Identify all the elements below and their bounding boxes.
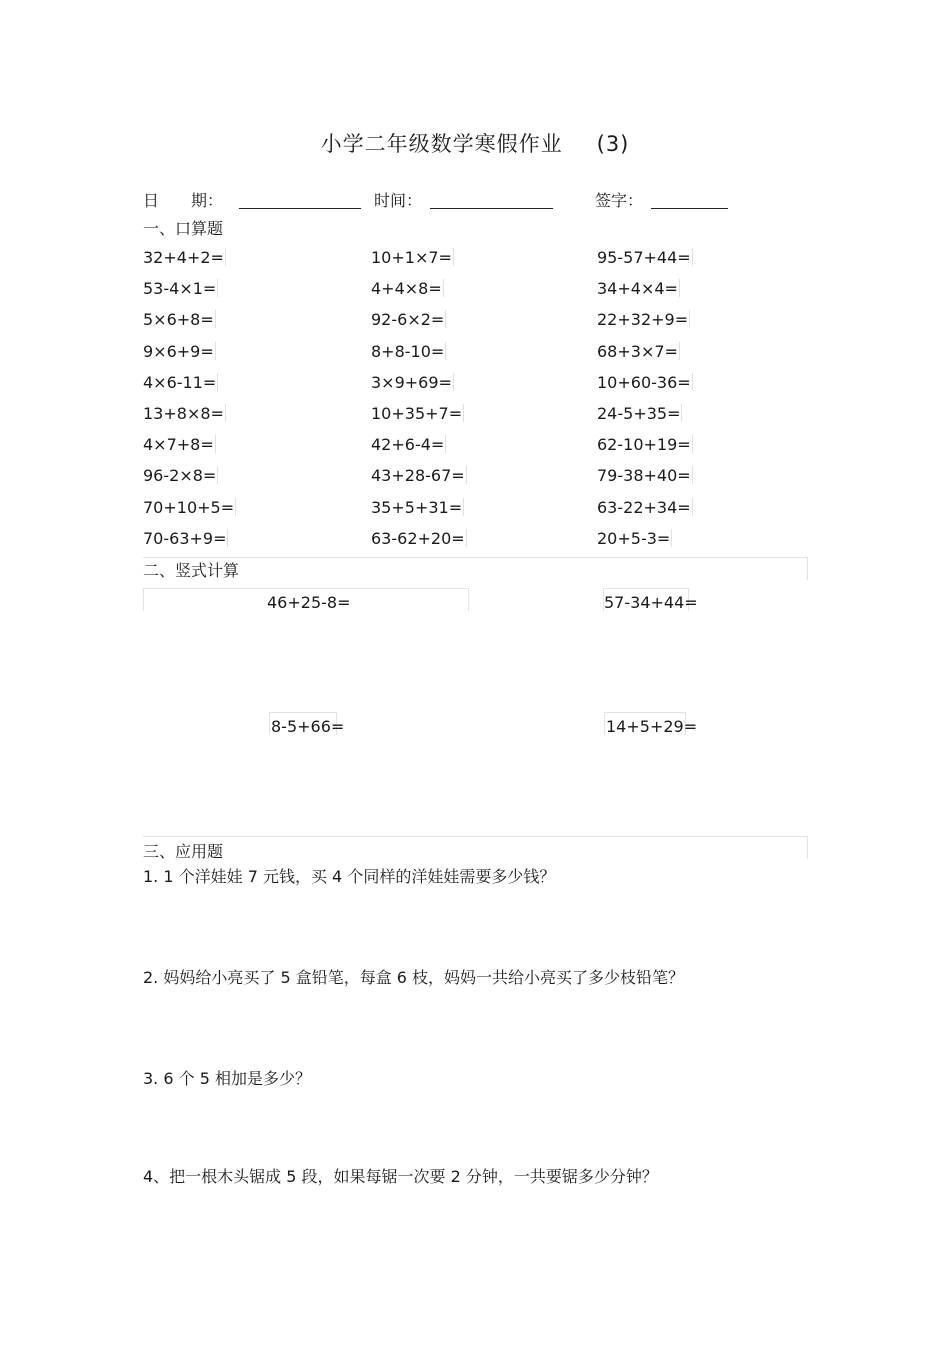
- arithmetic-row: [143, 529, 823, 560]
- arithmetic-item: 32+4+2=: [143, 248, 224, 267]
- word-problem: 1. 1 个洋娃娃 7 元钱，买 4 个同样的洋娃娃需要多少钱？: [143, 867, 556, 886]
- arithmetic-row: [143, 435, 823, 466]
- arithmetic-item: 4×6-11=: [143, 372, 217, 392]
- arithmetic-item: 70+10+5=: [143, 497, 235, 517]
- time-label: 时间：: [374, 191, 423, 210]
- arithmetic-item: 95-57+44=: [597, 248, 691, 267]
- arithmetic-row: [143, 498, 823, 529]
- info-line: [143, 188, 743, 212]
- word-problem: 4、把一根木头锯成 5 段，如果每锯一次要 2 分钟，一共要锯多少分钟？: [143, 1167, 658, 1186]
- arithmetic-item: 3×9+69=: [371, 372, 452, 392]
- section-heading-vertical: 二、竖式计算: [143, 561, 240, 580]
- arithmetic-item: 8+8-10=: [371, 341, 445, 361]
- arithmetic-item: 70-63+9=: [143, 528, 227, 548]
- word-problem: 2. 妈妈给小亮买了 5 盒铅笔，每盒 6 枝，妈妈一共给小亮买了多少枝铅笔？: [143, 968, 685, 987]
- page-title: [0, 128, 950, 158]
- arithmetic-item: 4+4×8=: [371, 279, 442, 299]
- arithmetic-item: 96-2×8=: [143, 466, 217, 486]
- section-divider: [143, 836, 808, 859]
- arithmetic-item: 10+60-36=: [597, 372, 691, 392]
- arithmetic-item: 13+8×8=: [143, 403, 224, 423]
- title-text: 小学二年级数学寒假作业: [320, 132, 563, 156]
- arithmetic-row: [143, 279, 823, 310]
- arithmetic-item: 42+6-4=: [371, 435, 445, 455]
- title-number: (3): [596, 132, 630, 156]
- arithmetic-item: 53-4×1=: [143, 279, 217, 299]
- section-divider: [143, 557, 808, 580]
- arithmetic-item: 68+3×7=: [597, 341, 678, 361]
- arithmetic-item: 24-5+35=: [597, 403, 681, 423]
- arithmetic-item: 9×6+9=: [143, 341, 214, 361]
- arithmetic-grid: [143, 248, 823, 560]
- vertical-problem: 46+25-8=: [267, 593, 351, 612]
- section-heading-oral: 一、口算题: [143, 219, 224, 238]
- arithmetic-row: [143, 373, 823, 404]
- vertical-problem: 8-5+66=: [271, 717, 345, 736]
- arithmetic-item: 20+5-3=: [597, 528, 671, 548]
- arithmetic-item: 35+5+31=: [371, 497, 463, 517]
- arithmetic-row: [143, 310, 823, 341]
- sign-blank[interactable]: [651, 208, 728, 209]
- vertical-problem: 57-34+44=: [604, 593, 698, 612]
- arithmetic-item: 92-6×2=: [371, 310, 445, 330]
- date-label: 日 期：: [143, 191, 224, 210]
- section-heading-word-problems: 三、应用题: [143, 842, 224, 861]
- arithmetic-item: 79-38+40=: [597, 466, 691, 486]
- arithmetic-row: [143, 404, 823, 435]
- arithmetic-item: 63-22+34=: [597, 497, 691, 517]
- arithmetic-item: 10+35+7=: [371, 403, 463, 423]
- time-blank[interactable]: [430, 208, 553, 209]
- arithmetic-item: 43+28-67=: [371, 466, 465, 486]
- arithmetic-row: [143, 342, 823, 373]
- date-blank[interactable]: [239, 208, 361, 209]
- arithmetic-item: 62-10+19=: [597, 435, 691, 455]
- vertical-problem: 14+5+29=: [606, 717, 698, 736]
- arithmetic-item: 22+32+9=: [597, 310, 689, 330]
- word-problem: 3. 6 个 5 相加是多少？: [143, 1069, 311, 1088]
- arithmetic-item: 5×6+8=: [143, 310, 214, 330]
- arithmetic-item: 4×7+8=: [143, 435, 214, 455]
- arithmetic-item: 10+1×7=: [371, 248, 452, 267]
- arithmetic-item: 34+4×4=: [597, 279, 678, 299]
- sign-label: 签字：: [595, 191, 644, 210]
- arithmetic-row: [143, 248, 823, 279]
- arithmetic-row: [143, 466, 823, 497]
- arithmetic-item: 63-62+20=: [371, 528, 465, 548]
